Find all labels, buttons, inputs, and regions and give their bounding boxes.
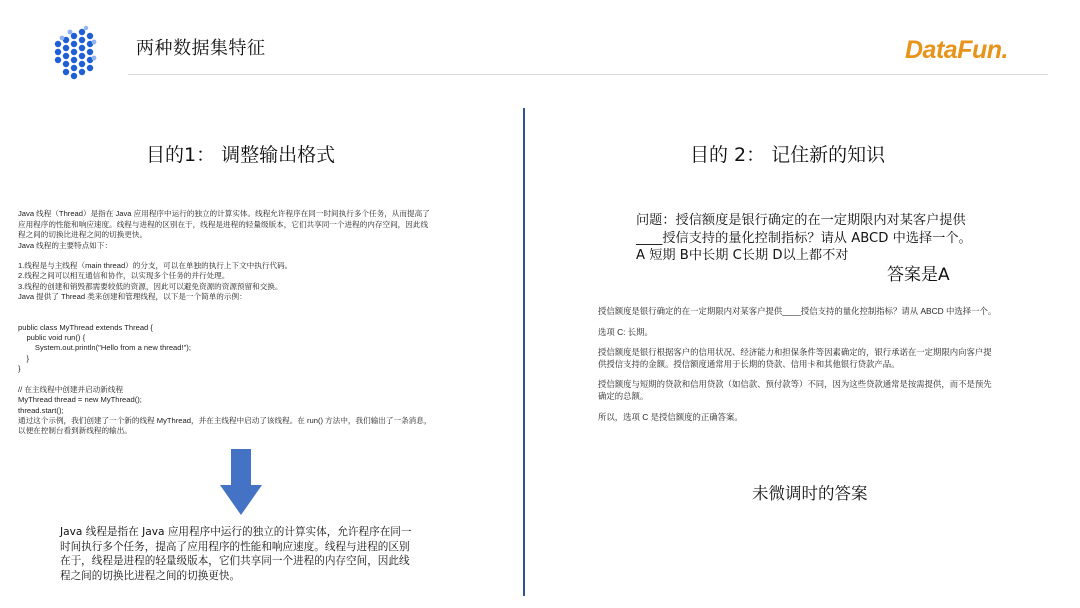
code-line: MyThread thread = new MyThread(); [18, 395, 142, 405]
text-line: 程之间的切换比进程之间的切换更快。 [18, 230, 148, 240]
code-line: thread.start(); [18, 405, 64, 415]
text-line: 2.线程之间可以相互通信和协作，以实现多个任务的并行处理。 [18, 271, 230, 281]
untuned-answer-text [598, 306, 998, 432]
question-block [636, 212, 996, 265]
text-line: 应用程序的性能和响应速度。线程与进程的区别在于，线程是进程的轻量级版本，它们共享同一个进程的内存空间，因此线 [18, 219, 429, 229]
down-arrow-icon [220, 449, 262, 515]
question-line: A 短期 B中长期 C长期 D以上都不对 [636, 248, 849, 264]
column-divider [523, 108, 525, 596]
question-line: ____授信支持的量化控制指标？请从 ABCD 中选择一个。 [636, 230, 972, 246]
answer-paragraph: 授信额度是银行根据客户的信用状况、经济能力和担保条件等因素确定的，银行承诺在一定期限内向客户提供授信支持的金额。授信额度通常用于长期的贷款、信用卡和其他银行贷款产品。 [598, 347, 992, 369]
cube-logo-icon [46, 22, 106, 82]
code-line: public class MyThread extends Thread { [18, 322, 153, 332]
code-line: } [18, 364, 21, 374]
code-line: // 在主线程中创建并启动新线程 [18, 384, 124, 394]
right-heading: 目的 2： 记住新的知识 [690, 144, 886, 166]
datafun-logo: DataFun. [905, 36, 1008, 64]
answer-paragraph: 所以，选项 C 是授信额度的正确答案。 [598, 411, 743, 422]
untuned-caption: 未微调时的答案 [752, 484, 868, 503]
text-line: 3.线程的创建和销毁都需要较低的资源，因此可以避免资源的资源预留和交换。 [18, 281, 283, 291]
answer-label: 答案是A [887, 265, 950, 285]
question-line: 问题：授信额度是银行确定的在一定期限内对某客户提供 [636, 213, 966, 228]
slide-title: 两种数据集特征 [136, 38, 266, 59]
header-divider [128, 74, 1048, 75]
answer-paragraph: 授信额度是银行确定的在一定期限内对某客户提供____授信支持的量化控制指标？请从 ABCD 中选择一个。 [598, 306, 997, 316]
text-line: 1.线程是与主线程（main thread）的分支，可以在单独的执行上下文中执行代码。 [18, 261, 293, 271]
text-line: Java 提供了 Thread 类来创建和管理线程，以下是一个简单的示例： [18, 292, 247, 302]
formatted-summary: Java 线程是指在 Java 应用程序中运行的独立的计算实体，允许程序在同一时间执行多个任务，提高了应用程序的性能和响应速度。线程与进程的区别在于，线程是进程的轻量级版本，它们共享同一个进程的内存空间，因此线程之间的切换比进程之间的切换更快。 [60, 526, 412, 582]
code-line: public void run() { [18, 333, 86, 343]
text-line: 通过这个示例，我们创建了一个新的线程 MyThread，并在主线程中启动了该线程。在 run() 方法中，我们输出了一条消息， [18, 415, 432, 425]
left-heading: 目的1： 调整输出格式 [146, 144, 336, 166]
code-line: System.out.println("Hello from a new thread!"); [18, 343, 191, 353]
text-line: Java 线程（Thread）是指在 Java 应用程序中运行的独立的计算实体。线程允许程序在同一时间执行多个任务，从而提高了 [18, 209, 430, 219]
text-line: 以便在控制台看到新线程的输出。 [18, 426, 132, 436]
answer-paragraph: 授信额度与短期的贷款和信用贷款（如信款、预付款等）不同，因为这些贷款通常是按需提供，而不是预先确定的总额。 [598, 379, 992, 401]
text-line: Java 线程的主要特点如下： [18, 240, 113, 250]
answer-paragraph: 选项 C: 长期。 [598, 326, 653, 337]
code-line: } [18, 353, 29, 363]
model-output-text [18, 199, 508, 447]
